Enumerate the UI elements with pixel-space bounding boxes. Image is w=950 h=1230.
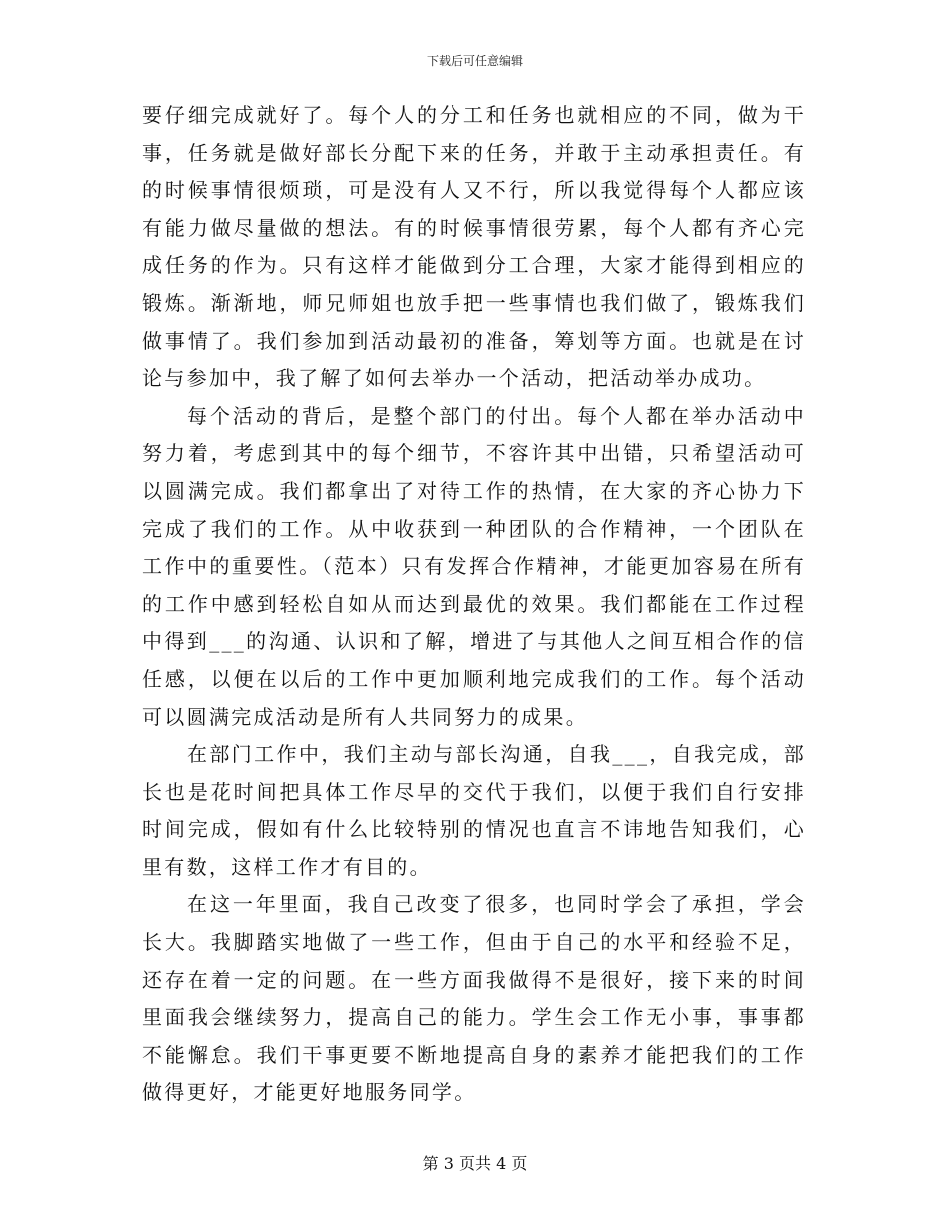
page-footer: 第 3 页共 4 页 xyxy=(422,1154,528,1173)
paragraph-3: 在部门工作中，我们主动与部长沟通，自我___，自我完成，部长也是花时间把具体工作尽早的交代于我们，以便于我们自行安排时间完成，假如有什么比较特别的情况也直言不讳地告知我们，心里有数，这样工作才有目的。 xyxy=(142,742,806,879)
page-header: 下载后可任意编辑 xyxy=(426,54,523,68)
paragraph-2: 每个活动的背后，是整个部门的付出。每个人都在举办活动中努力着，考虑到其中的每个细节，不容许其中出错，只希望活动可以圆满完成。我们都拿出了对待工作的热情，在大家的齐心协力下完成了我们的工作。从中收获到一种团队的合作精神，一个团队在工作中的重要性。（范本）只有发挥合作精神，才能更加容易在所有的工作中感到轻松自如从而达到最优的效果。我们都能在工作过程中得到___的沟通、认识和了解，增进了与其他人之间互相合作的信任感，以便在以后的工作中更加顺利地完成我们的工作。每个活动可以圆满完成活动是所有人共同努力的成果。 xyxy=(142,403,806,729)
paragraph-4: 在这一年里面，我自己改变了很多，也同时学会了承担，学会长大。我脚踏实地做了一些工作，但由于自己的水平和经验不足，还存在着一定的问题。在一些方面我做得不是很好，接下来的时间里面我会继续努力，提高自己的能力。学生会工作无小事，事事都不能懈怠。我们干事更要不断地提高自身的素养才能把我们的工作做得更好，才能更好地服务同学。 xyxy=(142,892,806,1105)
document-body xyxy=(142,97,806,1112)
paragraph-1: 要仔细完成就好了。每个人的分工和任务也就相应的不同，做为干事，任务就是做好部长分配下来的任务，并敢于主动承担责任。有的时候事情很烦琐，可是没有人又不行，所以我觉得每个人都应该有能力做尽量做的想法。有的时候事情很劳累，每个人都有齐心完成任务的作为。只有这样才能做到分工合理，大家才能得到相应的锻炼。渐渐地，师兄师姐也放手把一些事情也我们做了，锻炼我们做事情了。我们参加到活动最初的准备，筹划等方面。也就是在讨论与参加中，我了解了如何去举办一个活动，把活动举办成功。 xyxy=(142,103,806,391)
